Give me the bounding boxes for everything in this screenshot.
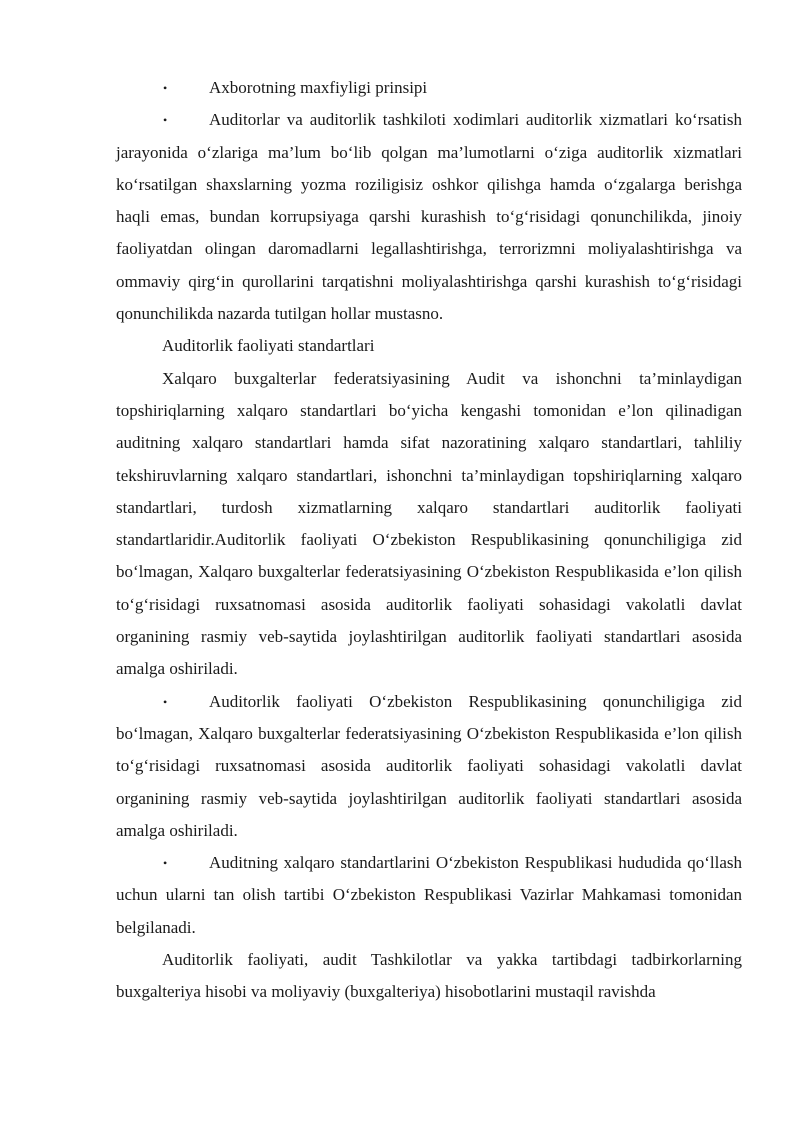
bullet-icon: • [163, 856, 168, 871]
bullet-item [116, 72, 742, 104]
bullet-icon: • [163, 694, 168, 709]
paragraph: Auditorlik faoliyati, audit Tashkilotlar va yakka tartibdagi tadbirkorlarning buxgalteriya hisobi va moliyaviy (buxgalteriya) hisobotlarini mustaqil ravishda [116, 950, 742, 1002]
paragraph: Xalqaro buxgalterlar federatsiyasining Audit va ishonchni ta’minlaydigan topshiriqlarning xalqaro standartlari bo‘yicha kengashi tomonidan e’lon qilinadigan auditning xalqaro standartlari hamda sifat nazoratining xalqaro standartlari, tahliliy tekshiruvlarning xalqaro standartlari, ishonchni ta’minlaydigan topshiriqlarning xalqaro standartlari, turdosh xizmatlarning xalqaro standartlari auditorlik faoliyati standartlaridir.Auditorlik faoliyati O‘zbekiston Respublikasining qonunchiligiga zid bo‘lmagan, Xalqaro buxgalterlar federatsiyasining O‘zbekiston Respublikasida e’lon qilish to‘g‘risidagi ruxsatnomasi asosida auditorlik faoliyati sohasidagi vakolatli davlat organining rasmiy veb-saytida joylashtirilgan auditorlik faoliyati standartlari asosida amalga oshiriladi. [116, 368, 742, 679]
bullet-text: Auditning xalqaro standartlarini O‘zbekiston Respublikasi hududida qo‘llash uchun ularni tan olish tartibi O‘zbekiston Respublikasi Vazirlar Mahkamasi tomonidan belgilanadi. [116, 853, 742, 937]
bullet-icon: • [163, 113, 168, 128]
bullet-item [116, 104, 742, 330]
bullet-text: Auditorlar va auditorlik tashkiloti xodimlari auditorlik xizmatlari ko‘rsatish jarayonida o‘zlariga ma’lum bo‘lib qolgan ma’lumotlarni o‘ziga auditorlik xizmatlari ko‘rsatilgan shaxslarning yozma roziligisiz oshkor qilishga hamda o‘zgalarga berishga haqli emas, bundan korrupsiyaga qarshi kurashish to‘g‘risidagi qonunchilikda, jinoiy faoliyatdan olingan daromadlarni legallashtirishga, terrorizmni moliyalashtirishga va ommaviy qirg‘in qurollarini tarqatishni moliyalashtirishga qarshi kurashish to‘g‘risidagi qonunchilikda nazarda tutilgan hollar mustasno. [116, 110, 742, 324]
bullet-text: Auditorlik faoliyati O‘zbekiston Respublikasining qonunchiligiga zid bo‘lmagan, Xalqaro buxgalterlar federatsiyasining O‘zbekiston Respublikasida e’lon qilish to‘g‘risidagi ruxsatnomasi asosida auditorlik faoliyati sohasidagi vakolatli davlat organining rasmiy veb-saytida joylashtirilgan auditorlik faoliyati standartlari asosida amalga oshiriladi. [116, 691, 742, 840]
bullet-text: Axborotning maxfiyligi prinsipi [209, 78, 428, 97]
bullet-icon: • [163, 81, 168, 95]
section-heading: Auditorlik faoliyati standartlari [162, 336, 375, 356]
document-page [116, 72, 742, 1009]
bullet-item [116, 686, 742, 847]
bullet-item [116, 847, 742, 944]
